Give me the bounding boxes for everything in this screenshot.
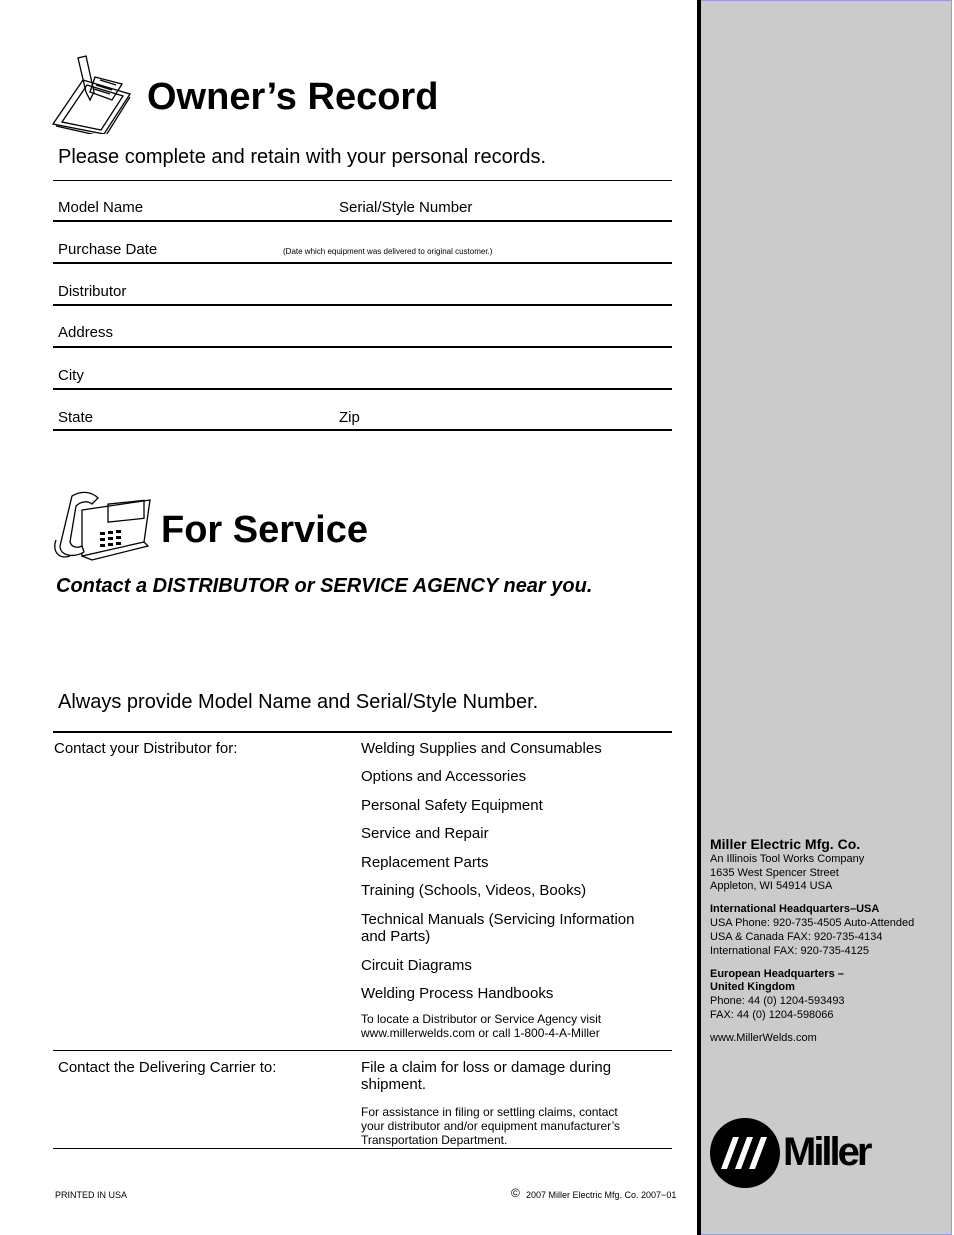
- locate-note: To locate a Distributor or Service Agency visit: [361, 1012, 602, 1026]
- model-name-label: Model Name: [58, 199, 144, 216]
- serial-label: Serial/Style Number: [339, 199, 473, 216]
- divider: [53, 180, 672, 181]
- for-service-title: For Service: [161, 509, 368, 551]
- purchase-date-field[interactable]: [53, 262, 672, 264]
- address-label: Address: [58, 324, 114, 341]
- euro-line: Phone: 44 (0) 1204-593493: [710, 995, 845, 1007]
- locate-note[interactable]: www.millerwelds.com or call 1-800-4-A-Miller: [361, 1026, 600, 1040]
- distributor-item: Welding Supplies and Consumables: [361, 740, 602, 757]
- model-name-field[interactable]: [53, 220, 672, 222]
- carrier-note: your distributor and/or equipment manufacturer’s: [361, 1119, 621, 1133]
- city-field[interactable]: [53, 388, 672, 390]
- distributor-item: Options and Accessories: [361, 768, 527, 785]
- company-line: An Illinois Tool Works Company: [710, 853, 865, 865]
- euro-hq-heading: European Headquarters –: [710, 968, 844, 980]
- city-label: City: [58, 367, 84, 384]
- distributor-item: Service and Repair: [361, 825, 489, 842]
- distributor-item: Circuit Diagrams: [361, 957, 472, 974]
- intl-line: International FAX: 920-735-4125: [710, 945, 870, 957]
- address-field[interactable]: [53, 346, 672, 348]
- copyright-icon: ©: [511, 1186, 520, 1200]
- state-zip-field[interactable]: [53, 429, 672, 431]
- company-line: Appleton, WI 54914 USA: [710, 880, 833, 892]
- sidebar-panel: [701, 0, 952, 1235]
- intl-hq-heading: International Headquarters–USA: [710, 903, 880, 915]
- website-link[interactable]: www.MillerWelds.com: [710, 1032, 817, 1044]
- divider: [53, 1050, 672, 1051]
- distributor-item: Replacement Parts: [361, 854, 489, 871]
- owners-record-subtitle: Please complete and retain with your personal records.: [58, 146, 547, 168]
- euro-line: FAX: 44 (0) 1204-598066: [710, 1009, 834, 1021]
- distributor-label: Distributor: [58, 283, 127, 300]
- owners-record-title: Owner’s Record: [147, 76, 439, 118]
- zip-label: Zip: [339, 409, 360, 426]
- printed-in-usa: PRINTED IN USA: [55, 1190, 128, 1200]
- intl-line: USA & Canada FAX: 920-735-4134: [710, 931, 883, 943]
- telephone-icon: [52, 490, 154, 562]
- distributor-field[interactable]: [53, 304, 672, 306]
- carrier-item: File a claim for loss or damage during: [361, 1059, 612, 1076]
- intl-line: USA Phone: 920-735-4505 Auto-Attended: [710, 917, 915, 929]
- carrier-note: Transportation Department.: [361, 1133, 508, 1147]
- carrier-item: shipment.: [361, 1076, 427, 1093]
- divider: [53, 1148, 672, 1149]
- clipboard-pen-icon: [50, 52, 132, 134]
- distributor-item: Welding Process Handbooks: [361, 985, 554, 1002]
- distributor-item: Training (Schools, Videos, Books): [361, 882, 587, 899]
- always-provide-note: Always provide Model Name and Serial/Style Number.: [58, 691, 539, 713]
- contact-distributor-heading: Contact a DISTRIBUTOR or SERVICE AGENCY near you.: [56, 575, 593, 597]
- euro-hq-heading: United Kingdom: [710, 981, 795, 993]
- divider: [53, 731, 672, 733]
- distributor-item: Personal Safety Equipment: [361, 797, 543, 814]
- distributor-item: Technical Manuals (Servicing Information: [361, 911, 635, 928]
- distributor-item: and Parts): [361, 928, 431, 945]
- carrier-note: For assistance in filing or settling claims, contact: [361, 1105, 618, 1119]
- carrier-contact-label: Contact the Delivering Carrier to:: [58, 1059, 277, 1076]
- company-line: 1635 West Spencer Street: [710, 867, 839, 879]
- distributor-contact-label: Contact your Distributor for:: [54, 740, 238, 757]
- miller-logo-icon: [709, 1117, 781, 1189]
- miller-logo-text: Miller: [783, 1130, 870, 1174]
- copyright-text: 2007 Miller Electric Mfg. Co. 2007−01: [526, 1190, 677, 1200]
- sidebar: [697, 0, 952, 1235]
- state-label: State: [58, 409, 94, 426]
- purchase-date-label: Purchase Date: [58, 241, 158, 258]
- purchase-date-note: (Date which equipment was delivered to original customer.): [283, 247, 493, 256]
- company-name: Miller Electric Mfg. Co.: [710, 836, 861, 852]
